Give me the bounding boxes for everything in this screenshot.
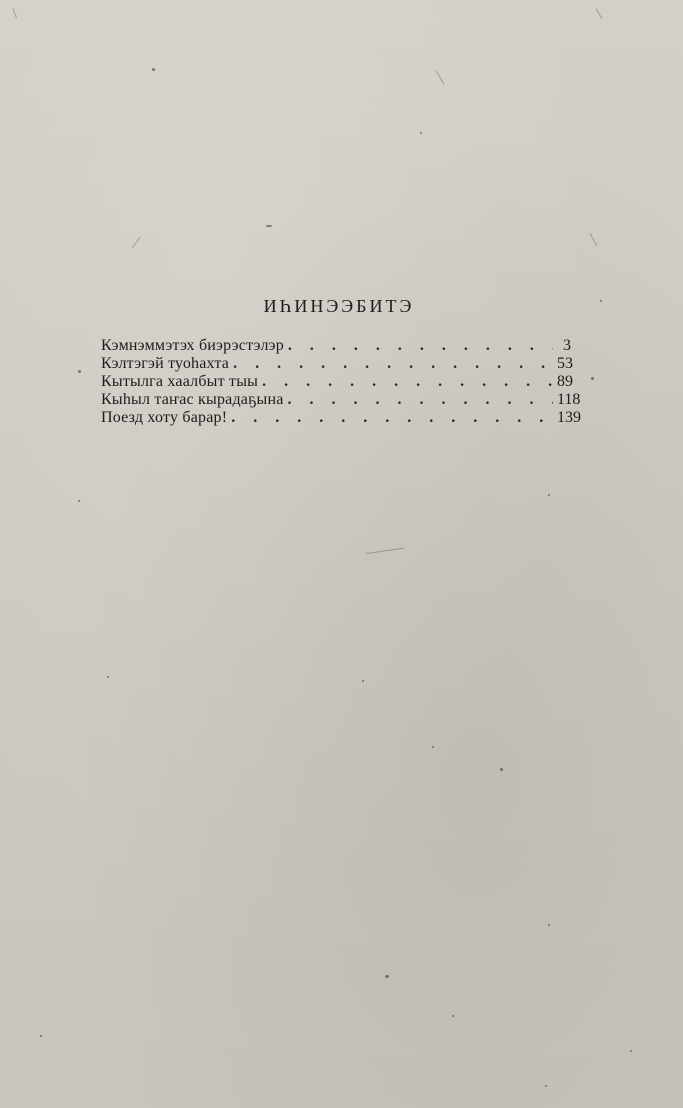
toc-entry-page: 139: [557, 409, 581, 426]
paper-speck: [385, 975, 389, 978]
toc-entry-page: 118: [557, 391, 581, 408]
table-of-contents: [101, 296, 581, 427]
paper-speck: [266, 225, 272, 227]
toc-dot-leader: [233, 355, 553, 373]
paper-speck: [40, 1035, 42, 1037]
toc-dot-leader: [288, 391, 553, 409]
toc-entry-title: Кэлтэгэй туоһахта: [101, 355, 230, 372]
paper-scratch: [596, 8, 603, 19]
paper-speck: [107, 676, 109, 678]
paper-scratch: [13, 8, 17, 18]
paper-speck: [78, 370, 81, 373]
toc-list: [101, 337, 581, 427]
paper-speck: [362, 680, 364, 682]
toc-entry-page: 89: [557, 373, 573, 390]
toc-entry-title: Кытылга хаалбыт тыы: [101, 373, 259, 390]
paper-speck: [548, 494, 550, 496]
paper-speck: [432, 746, 434, 748]
paper-speck: [78, 500, 80, 502]
paper-scratch: [590, 233, 598, 246]
toc-dot-leader: [262, 373, 553, 391]
paper-scratch: [436, 70, 445, 84]
toc-entry: [101, 409, 581, 427]
paper-speck: [600, 300, 602, 302]
paper-speck: [591, 377, 594, 380]
toc-entry-page: 53: [557, 355, 573, 372]
paper-speck: [630, 1050, 632, 1052]
toc-entry: [101, 391, 581, 409]
paper-speck: [152, 68, 155, 71]
toc-dot-leader: [231, 409, 553, 427]
paper-scratch: [366, 548, 404, 554]
toc-entry: [101, 373, 571, 391]
paper-scratch: [132, 237, 141, 249]
toc-entry: [101, 337, 571, 355]
toc-entry-title: Поезд хоту барар!: [101, 409, 228, 426]
toc-entry-title: Кэмнэммэтэх биэрэстэлэр: [101, 337, 284, 354]
toc-heading: ИҺИНЭЭБИТЭ: [263, 296, 415, 316]
paper-speck: [545, 1085, 547, 1087]
paper-speck: [452, 1015, 454, 1017]
paper-speck: [420, 132, 422, 134]
toc-entry-title: Кыһыл таҥас кырадаҕына: [101, 391, 284, 408]
toc-entry-page: 3: [563, 337, 571, 354]
paper-speck: [500, 768, 503, 771]
toc-dot-leader: [288, 337, 553, 355]
paper-speck: [548, 924, 550, 926]
toc-entry: [101, 355, 571, 373]
